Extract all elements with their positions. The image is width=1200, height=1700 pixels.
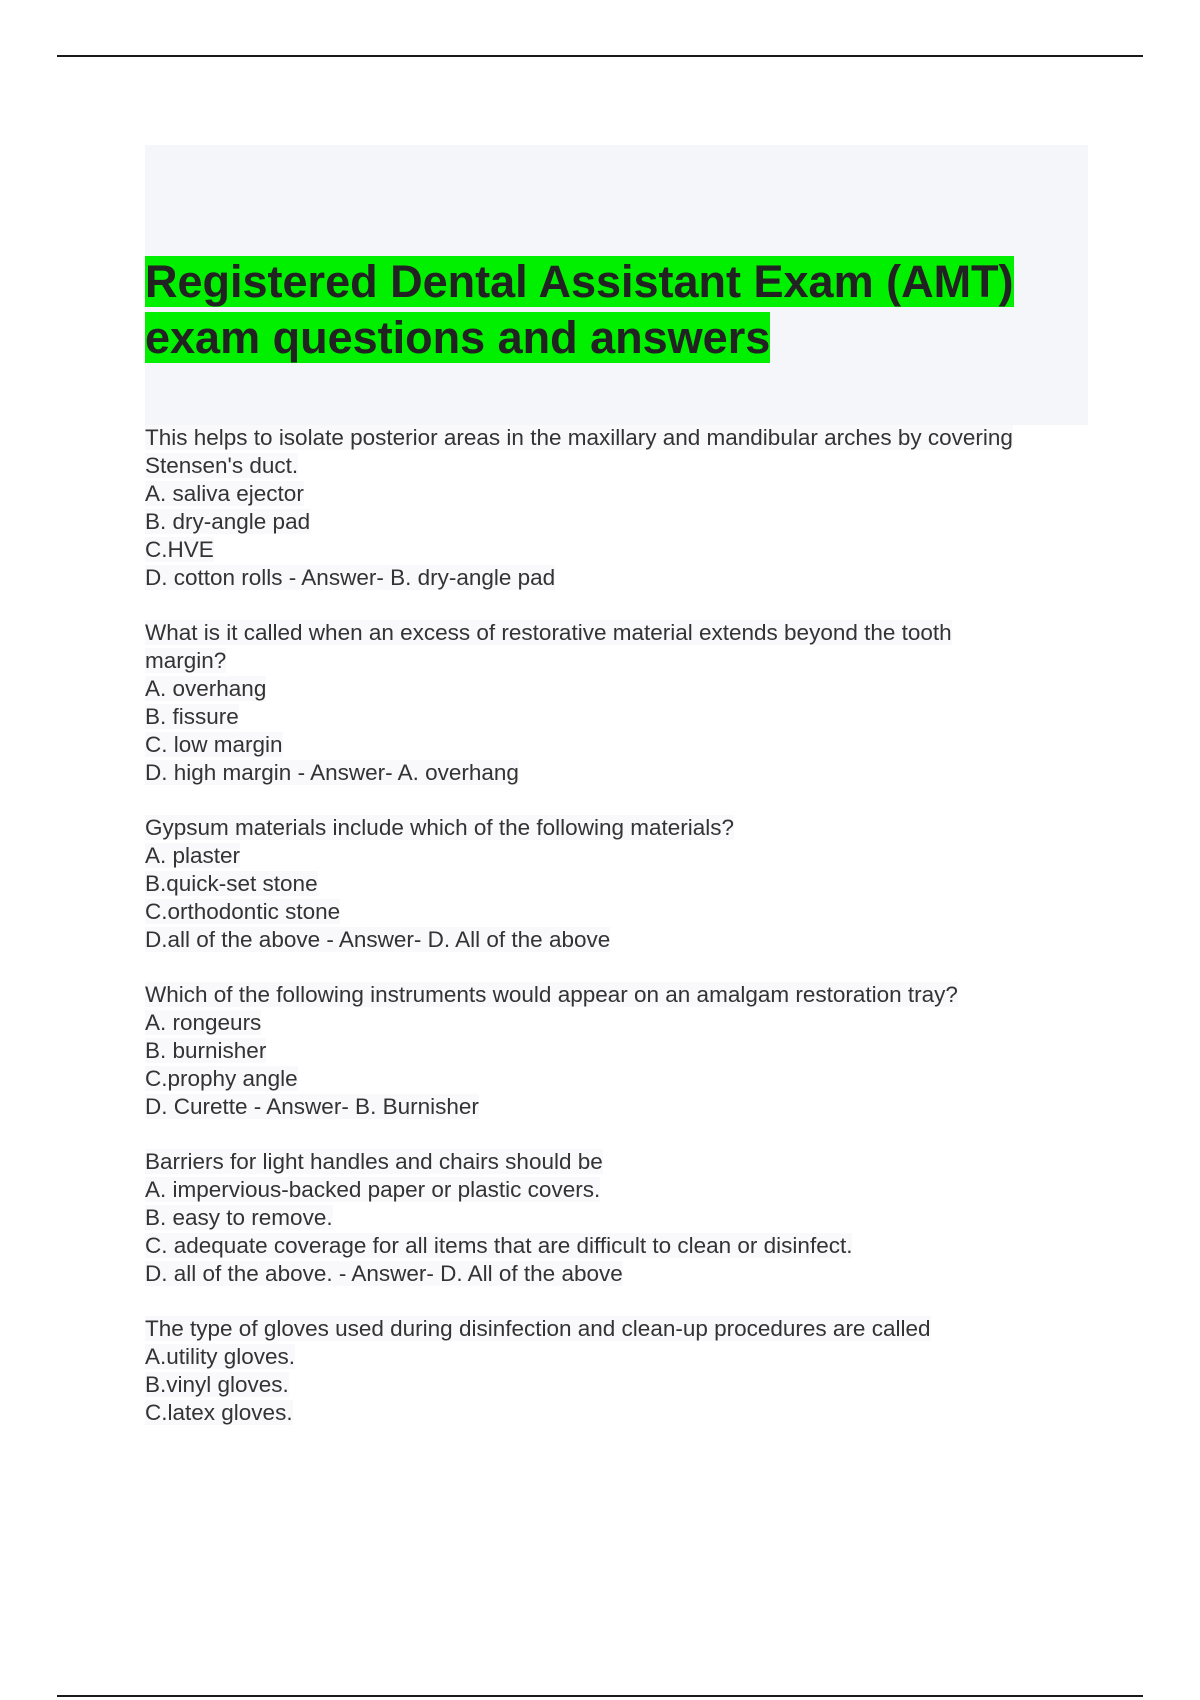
answer-option: C. adequate coverage for all items that are difficult to clean or disinfect.: [145, 1233, 853, 1258]
answer-option-with-answer: D.all of the above - Answer- D. All of the above: [145, 927, 611, 952]
answer-option: A. plaster: [145, 843, 241, 868]
question-block-2: [145, 619, 1095, 787]
question-text: Barriers for light handles and chairs should be: [145, 1149, 603, 1174]
answer-option: A. impervious-backed paper or plastic covers.: [145, 1177, 601, 1202]
answer-option: C.HVE: [145, 537, 214, 562]
answer-option: B.vinyl gloves.: [145, 1372, 289, 1397]
bottom-rule: [57, 1695, 1143, 1697]
question-text: Gypsum materials include which of the following materials?: [145, 815, 735, 840]
answer-option: B. easy to remove.: [145, 1205, 333, 1230]
answer-option: A. saliva ejector: [145, 481, 304, 506]
answer-option: A. overhang: [145, 676, 267, 701]
answer-option: C.orthodontic stone: [145, 899, 341, 924]
question-block-6: [145, 1315, 1095, 1427]
question-list: [145, 424, 1095, 1454]
question-block-1: [145, 424, 1095, 592]
document-title: [145, 254, 1095, 366]
title-highlight-line-2: exam questions and answers: [145, 312, 771, 363]
answer-option-with-answer: D. Curette - Answer- B. Burnisher: [145, 1094, 479, 1119]
answer-option: B. dry-angle pad: [145, 509, 311, 534]
answer-option: B. burnisher: [145, 1038, 267, 1063]
question-block-3: [145, 814, 1095, 954]
question-text: Stensen's duct.: [145, 453, 299, 478]
answer-option: A. rongeurs: [145, 1010, 262, 1035]
title-highlight-line-1: Registered Dental Assistant Exam (AMT): [145, 256, 1014, 307]
answer-option: C.prophy angle: [145, 1066, 298, 1091]
top-rule: [57, 55, 1143, 57]
question-text: Which of the following instruments would appear on an amalgam restoration tray?: [145, 982, 958, 1007]
answer-option-with-answer: D. all of the above. - Answer- D. All of the above: [145, 1261, 623, 1286]
question-block-4: [145, 981, 1095, 1121]
question-text: This helps to isolate posterior areas in the maxillary and mandibular arches by covering: [145, 425, 1013, 450]
question-block-5: [145, 1148, 1095, 1288]
answer-option-with-answer: D. cotton rolls - Answer- B. dry-angle pad: [145, 565, 556, 590]
answer-option: B.quick-set stone: [145, 871, 318, 896]
answer-option: A.utility gloves.: [145, 1344, 296, 1369]
answer-option-with-answer: D. high margin - Answer- A. overhang: [145, 760, 519, 785]
question-text: What is it called when an excess of restorative material extends beyond the tooth: [145, 620, 952, 645]
question-text: The type of gloves used during disinfection and clean-up procedures are called: [145, 1316, 931, 1341]
answer-option: C. low margin: [145, 732, 283, 757]
answer-option: B. fissure: [145, 704, 239, 729]
answer-option: C.latex gloves.: [145, 1400, 293, 1425]
question-text: margin?: [145, 648, 227, 673]
